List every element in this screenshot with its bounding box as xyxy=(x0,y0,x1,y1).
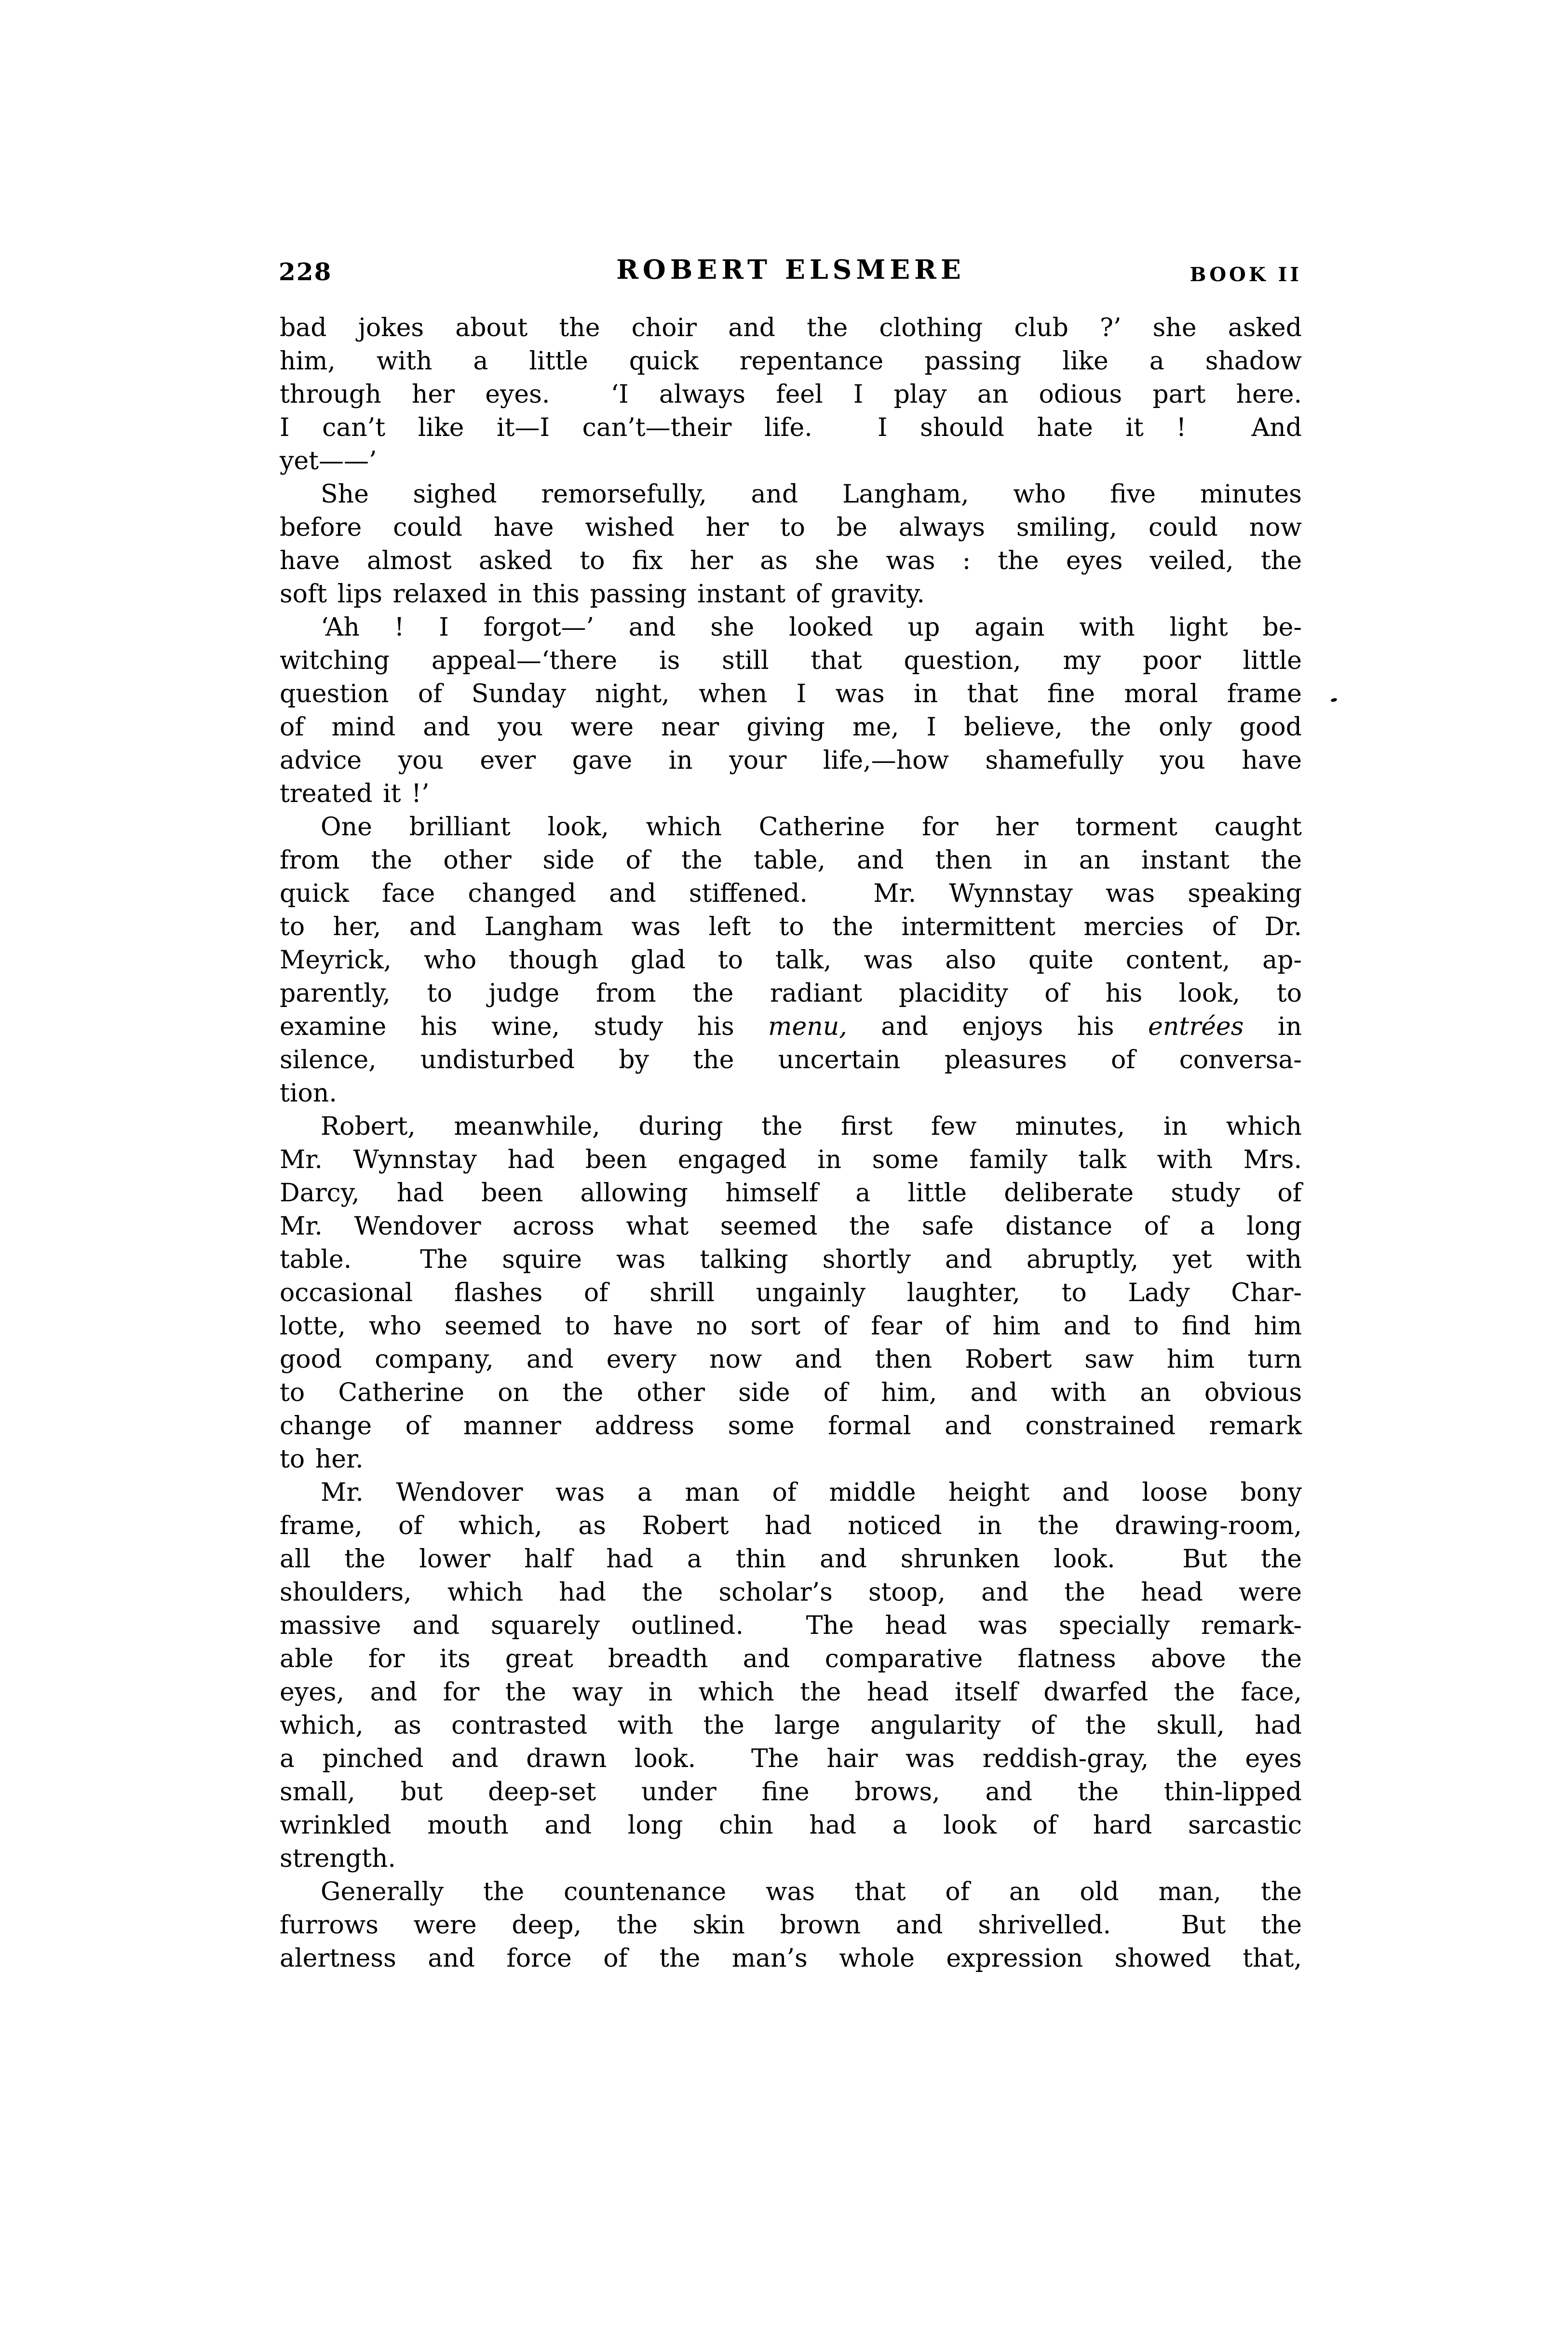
text-line: wrinkled mouth and long chin had a look of hard sarcastic xyxy=(280,1811,1302,1840)
text-line: quick face changed and stiffened. Mr. Wynnstay was speaking xyxy=(280,879,1302,908)
text-line: a pinched and drawn look. The hair was reddish-gray, the eyes xyxy=(280,1744,1302,1773)
text-line: of mind and you were near giving me, I believe, the only good xyxy=(280,713,1302,742)
text-line: change of manner address some formal and constrained remark xyxy=(280,1412,1302,1441)
text-line: ‘Ah ! I forgot—’ and she looked up again with light be- xyxy=(321,613,1302,642)
text-line: examine his wine, study his menu, and enjoys his entrées in xyxy=(280,1012,1302,1041)
text-line: silence, undisturbed by the uncertain pleasures of conversa- xyxy=(280,1046,1302,1074)
text-line: I can’t like it—I can’t—their life. I should hate it ! And xyxy=(280,413,1302,442)
text-line: yet——’ xyxy=(280,447,377,476)
paragraph xyxy=(280,312,1302,478)
text-line: to her, and Langham was left to the intermittent mercies of Dr. xyxy=(280,912,1302,941)
scan-artifact-dot xyxy=(1330,697,1337,702)
paragraph xyxy=(280,1876,1302,1975)
text-line: to her. xyxy=(280,1445,364,1474)
text-line: alertness and force of the man’s whole expression showed that, xyxy=(280,1944,1302,1973)
running-title: ROBERT ELSMERE xyxy=(616,254,965,285)
paragraph xyxy=(280,1476,1302,1876)
text-line: occasional flashes of shrill ungainly laughter, to Lady Char- xyxy=(280,1278,1302,1307)
text-line: table. The squire was talking shortly and abruptly, yet with xyxy=(280,1245,1302,1274)
text-line: Mr. Wendover across what seemed the safe distance of a long xyxy=(280,1212,1302,1241)
text-line: shoulders, which had the scholar’s stoop, and the head were xyxy=(280,1578,1302,1607)
text-line: parently, to judge from the radiant placidity of his look, to xyxy=(280,979,1302,1008)
text-line: Darcy, had been allowing himself a little deliberate study of xyxy=(280,1179,1302,1208)
text-line: Generally the countenance was that of an old man, the xyxy=(321,1877,1302,1906)
paragraph xyxy=(280,811,1302,1110)
text-line: Robert, meanwhile, during the first few minutes, in which xyxy=(321,1112,1302,1141)
text-line: massive and squarely outlined. The head was specially remark- xyxy=(280,1611,1302,1640)
page-number: 228 xyxy=(279,258,332,286)
paragraph xyxy=(280,478,1302,611)
paragraph xyxy=(280,611,1302,811)
text-line: lotte, who seemed to have no sort of fear of him and to find him xyxy=(280,1312,1302,1341)
text-line: him, with a little quick repentance passing like a shadow xyxy=(280,347,1302,376)
text-line: small, but deep-set under fine brows, and the thin-lipped xyxy=(280,1778,1302,1807)
text-line: frame, of which, as Robert had noticed in the drawing-room, xyxy=(280,1511,1302,1540)
text-line: tion. xyxy=(280,1079,337,1108)
text-line: bad jokes about the choir and the clothing club ?’ she asked xyxy=(280,313,1302,342)
text-line: able for its great breadth and comparative flatness above the xyxy=(280,1645,1302,1673)
text-line: from the other side of the table, and then in an instant the xyxy=(280,846,1302,875)
text-line: witching appeal—‘there is still that question, my poor little xyxy=(280,646,1302,675)
paragraph xyxy=(280,1110,1302,1476)
text-line: through her eyes. ‘I always feel I play an odious part here. xyxy=(280,380,1302,409)
text-line: Mr. Wendover was a man of middle height and loose bony xyxy=(321,1478,1302,1507)
text-line: strength. xyxy=(280,1844,396,1873)
text-line: advice you ever gave in your life,—how shamefully you have xyxy=(280,746,1302,775)
text-line: One brilliant look, which Catherine for her torment caught xyxy=(321,813,1302,842)
text-line: treated it !’ xyxy=(280,779,430,808)
text-line: good company, and every now and then Robert saw him turn xyxy=(280,1345,1302,1374)
text-line: which, as contrasted with the large angularity of the skull, had xyxy=(280,1711,1302,1740)
text-line: all the lower half had a thin and shrunken look. But the xyxy=(280,1545,1302,1574)
book-label: BOOK II xyxy=(1190,263,1302,286)
text-line: She sighed remorsefully, and Langham, who five minutes xyxy=(321,480,1302,509)
text-line: soft lips relaxed in this passing instant of gravity. xyxy=(280,580,925,609)
text-line: Mr. Wynnstay had been engaged in some family talk with Mrs. xyxy=(280,1145,1302,1174)
text-line: have almost asked to fix her as she was : the eyes veiled, the xyxy=(280,546,1302,575)
text-line: before could have wished her to be always smiling, could now xyxy=(280,513,1302,542)
text-line: question of Sunday night, when I was in that fine moral frame xyxy=(280,680,1302,708)
page-body xyxy=(280,312,1302,1975)
text-line: to Catherine on the other side of him, and with an obvious xyxy=(280,1378,1302,1407)
text-line: furrows were deep, the skin brown and shrivelled. But the xyxy=(280,1911,1302,1940)
text-line: eyes, and for the way in which the head itself dwarfed the face, xyxy=(280,1678,1302,1707)
text-line: Meyrick, who though glad to talk, was also quite content, ap- xyxy=(280,946,1302,975)
